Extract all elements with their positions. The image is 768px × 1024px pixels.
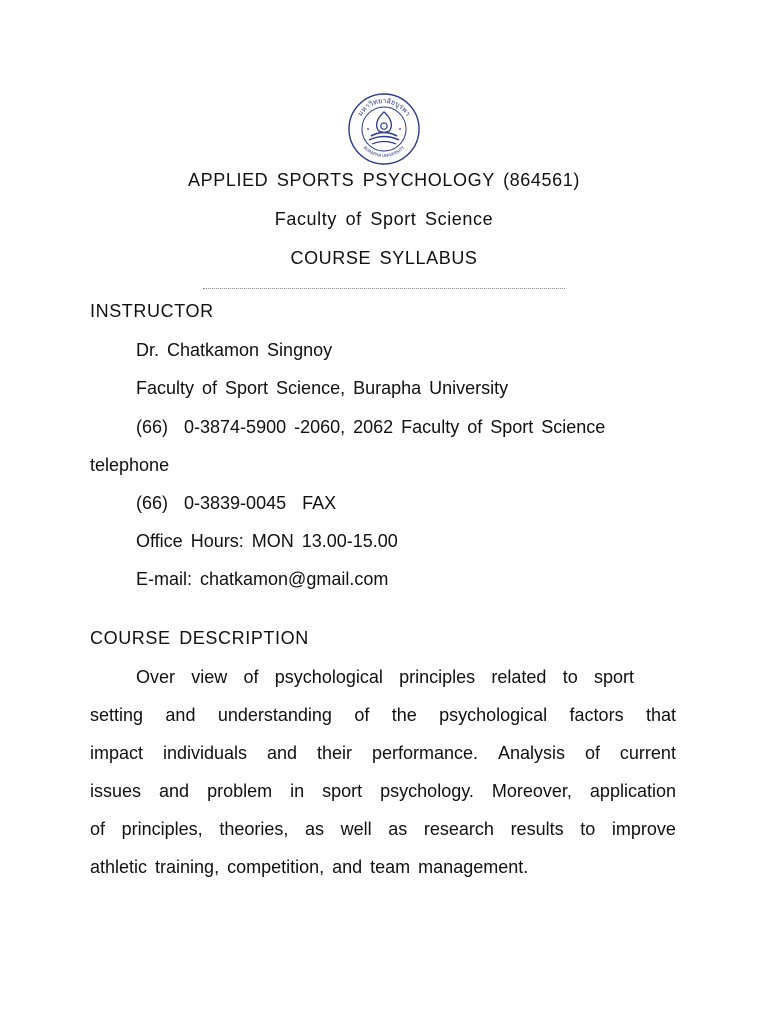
instructor-name: Dr. Chatkamon Singnoy — [136, 340, 333, 360]
description-word: setting — [90, 705, 144, 725]
description-word: in — [290, 781, 305, 801]
description-word: as — [304, 819, 324, 839]
description-word: to — [562, 667, 578, 687]
description-word: and — [266, 743, 298, 763]
description-word: understanding — [217, 705, 332, 725]
description-word: impact — [90, 743, 144, 763]
description-word: and — [159, 781, 190, 801]
description-word: performance. — [371, 743, 479, 763]
seal-ring-text-bottom: BURAPHA UNIVERSITY — [362, 145, 406, 159]
description-line — [90, 743, 676, 764]
description-word: theories, — [219, 819, 289, 839]
description-word: the — [391, 705, 417, 725]
description-word: problem — [207, 781, 273, 801]
description-line — [90, 705, 676, 726]
instructor-phone-label: telephone — [90, 455, 170, 475]
instructor-email: E-mail: chatkamon@gmail.com — [136, 569, 389, 589]
description-word: research — [423, 819, 494, 839]
description-word: psychology. — [380, 781, 474, 801]
description-line-last: athletic training, competition, and team management. — [90, 857, 529, 877]
description-word: Analysis — [497, 743, 565, 763]
description-word: of — [584, 743, 600, 763]
document-type: COURSE SYLLABUS — [290, 248, 478, 268]
description-word: factors — [569, 705, 624, 725]
description-word: view — [191, 667, 228, 687]
description-word: of — [90, 819, 106, 839]
description-line — [90, 781, 676, 802]
description-word: of — [354, 705, 370, 725]
description-heading: COURSE DESCRIPTION — [90, 628, 309, 648]
description-word: psychological — [439, 705, 548, 725]
instructor-affiliation: Faculty of Sport Science, Burapha University — [136, 378, 509, 398]
description-word: application — [589, 781, 676, 801]
divider — [203, 288, 565, 289]
description-word: individuals — [162, 743, 248, 763]
instructor-heading: INSTRUCTOR — [90, 301, 214, 321]
seal-ring-text-top: มหาวิทยาลัยบูรพา — [356, 96, 412, 118]
description-word: improve — [611, 819, 676, 839]
instructor-phone: (66) 0-3874-5900 -2060, 2062 Faculty of Sport Science — [136, 417, 606, 437]
description-word: their — [316, 743, 352, 763]
description-word: principles, — [121, 819, 203, 839]
faculty-title: Faculty of Sport Science — [274, 209, 494, 229]
description-word: to — [580, 819, 596, 839]
description-line — [90, 819, 676, 840]
description-word: results — [510, 819, 564, 839]
instructor-fax: (66) 0-3839-0045 FAX — [136, 493, 337, 513]
description-word: current — [619, 743, 676, 763]
description-word: as — [388, 819, 408, 839]
university-seal-logo — [347, 92, 421, 166]
description-word: related — [491, 667, 547, 687]
description-line — [136, 667, 634, 688]
description-word: and — [165, 705, 196, 725]
course-title: APPLIED SPORTS PSYCHOLOGY (864561) — [188, 170, 580, 190]
description-word: sport — [322, 781, 363, 801]
description-word: that — [645, 705, 676, 725]
description-word: well — [340, 819, 372, 839]
instructor-office-hours: Office Hours: MON 13.00-15.00 — [136, 531, 398, 551]
description-word: sport — [593, 667, 634, 687]
description-word: Over — [136, 667, 176, 687]
description-word: Moreover, — [491, 781, 572, 801]
description-word: issues — [90, 781, 142, 801]
description-word: principles — [399, 667, 476, 687]
description-word: of — [243, 667, 259, 687]
description-word: psychological — [274, 667, 383, 687]
